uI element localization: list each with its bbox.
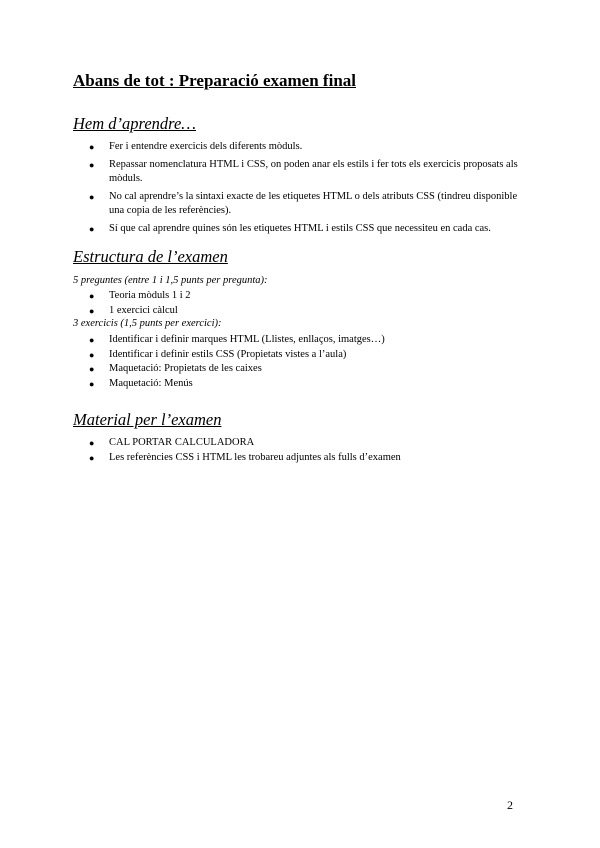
questions-list — [0, 289, 527, 318]
list-item: ● Maquetació: Menús — [0, 377, 527, 392]
material-list — [0, 436, 527, 465]
bullet-dot-icon: ● — [89, 378, 95, 389]
list-item: ● Identificar i definir estils CSS (Propietats vistes a l’aula) — [0, 348, 527, 363]
bullet-dot-icon: ● — [89, 364, 95, 374]
list-item: ● No cal aprendre’s la sintaxi exacte de les etiquetes HTML o dels atributs CSS (tindreu disponible una copia de les referències). — [89, 190, 518, 216]
list-item: ● Teoria mòduls 1 i 2 — [0, 289, 527, 304]
learn-list — [0, 140, 527, 239]
list-item: ● Fer i entendre exercicis dels diferents mòduls. — [0, 140, 527, 155]
bullet-dot-icon: ● — [89, 223, 95, 234]
page-number: 2 — [507, 798, 513, 812]
list-item: ● Sí que cal aprendre quines són les etiquetes HTML i estils CSS que necessiteu en cada cas. — [0, 222, 527, 237]
bullet-dot-icon: ● — [89, 159, 95, 170]
list-item: ● Repassar nomenclatura HTML i CSS, on poden anar els estils i fer tots els exercicis proposats als mòduls. — [89, 158, 518, 184]
list-item: ● Identificar i definir marques HTML (Llistes, enllaços, imatges…) — [0, 333, 527, 348]
exercises-list — [0, 333, 527, 391]
bullet-dot-icon: ● — [89, 291, 95, 301]
document-title: Abans de tot : Preparació examen final — [73, 71, 356, 90]
exercises-label: 3 exercicis (1,5 punts per exercici): — [73, 318, 222, 329]
bullet-dot-icon: ● — [89, 335, 95, 345]
section-heading-material: Material per l’examen — [73, 410, 222, 429]
bullet-dot-icon: ● — [89, 452, 95, 463]
questions-label: 5 preguntes (entre 1 i 1,5 punts per pregunta): — [73, 275, 268, 286]
bullet-dot-icon: ● — [89, 142, 95, 152]
list-item: ● Les referències CSS i HTML les trobareu adjuntes als fulls d’examen — [0, 451, 527, 466]
section-heading-learn: Hem d’aprendre… — [73, 114, 196, 133]
bullet-dot-icon: ● — [89, 191, 95, 202]
bullet-dot-icon: ● — [89, 349, 95, 360]
list-item: ● Maquetació: Propietats de les caixes — [0, 362, 527, 377]
list-item: ● 1 exercici càlcul — [0, 304, 527, 319]
section-heading-structure: Estructura de l’examen — [73, 247, 228, 266]
list-item: ● CAL PORTAR CALCULADORA — [0, 436, 527, 451]
bullet-dot-icon: ● — [89, 438, 95, 448]
bullet-dot-icon: ● — [89, 305, 95, 316]
